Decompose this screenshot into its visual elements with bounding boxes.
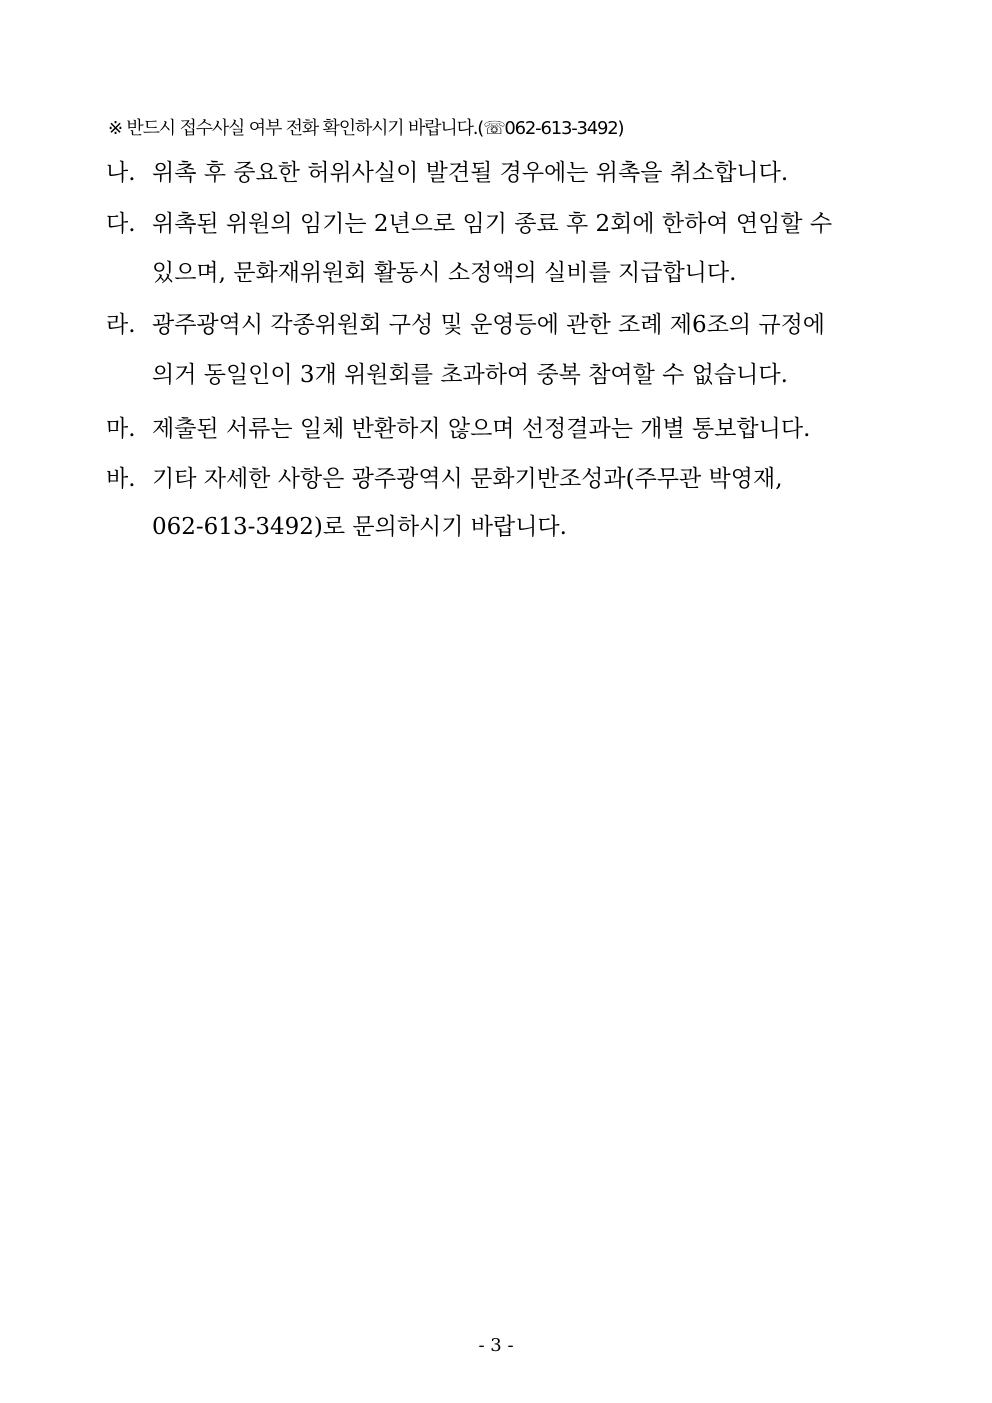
item-marker: 바.: [106, 466, 136, 492]
list-item-da: [106, 207, 906, 241]
item-continuation: 있으며, 문화재위원회 활동시 소정액의 실비를 지급합니다.: [152, 260, 737, 286]
item-text: 위촉된 위원의 임기는 2년으로 임기 종료 후 2회에 한하여 연임할 수: [152, 211, 833, 237]
item-marker: 나.: [106, 160, 136, 186]
item-text: 위촉 후 중요한 허위사실이 발견될 경우에는 위촉을 취소합니다.: [152, 160, 789, 186]
page-number: - 3 -: [478, 1335, 514, 1356]
item-marker: 다.: [106, 211, 136, 237]
item-text: 기타 자세한 사항은 광주광역시 문화기반조성과(주무관 박영재,: [152, 466, 783, 492]
list-item-na: [106, 156, 906, 190]
list-item-ba: [106, 462, 906, 496]
item-continuation: 062-613-3492)로 문의하시기 바랍니다.: [152, 514, 567, 540]
item-marker: 라.: [106, 312, 136, 338]
item-marker: 마.: [106, 416, 136, 442]
notice-text: ※ 반드시 접수사실 여부 전화 확인하시기 바랍니다.(☏062-613-3492): [108, 118, 624, 139]
item-continuation: 의거 동일인이 3개 위원회를 초과하여 중복 참여할 수 없습니다.: [152, 362, 788, 388]
list-item-ra: [106, 308, 906, 342]
list-item-ma: [106, 412, 906, 446]
item-text: 광주광역시 각종위원회 구성 및 운영등에 관한 조례 제6조의 규정에: [152, 312, 826, 338]
item-text: 제출된 서류는 일체 반환하지 않으며 선정결과는 개별 통보합니다.: [152, 416, 811, 442]
